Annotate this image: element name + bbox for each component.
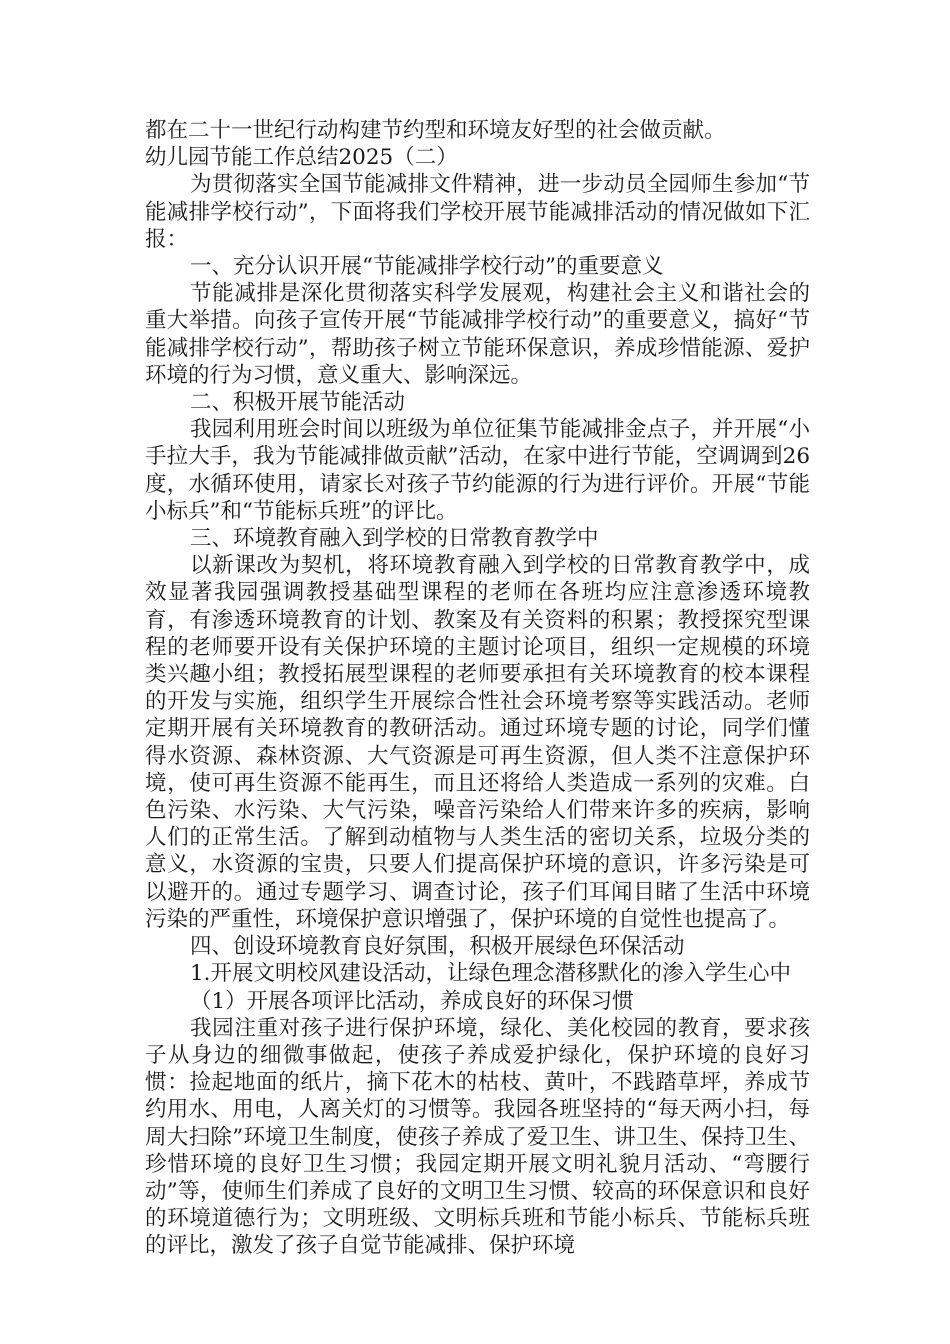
subheading-1: 1.开展文明校风建设活动，让绿色理念潜移默化的渗入学生心中: [190, 961, 792, 987]
paragraph: 节能减排是深化贯彻落实科学发展观，构建社会主义和谐社会的重大举措。向孩子宣传开展“节能减排学校行动”的重要意义，搞好“节能减排学校行动”，帮助孩子树立节能环保意识，养成珍惜能源、爱护环境的行为习惯，意义重大、影响深远。: [145, 281, 810, 388]
heading-2: 二、积极开展节能活动: [190, 390, 406, 416]
paragraph: 我园注重对孩子进行保护环境，绿化、美化校园的教育，要求孩子从身边的细微事做起，使孩子养成爱护绿化，保护环境的良好习惯：捡起地面的纸片，摘下花木的枯枝、黄叶，不践踏草坪，养成节约用水、用电，人离关灯的习惯等。我园各班坚持的“每天两小扫，每周大扫除”环境卫生制度，使孩子养成了爱卫生、讲卫生、保持卫生、珍惜环境的良好卫生习惯；我园定期开展文明礼貌月活动、“弯腰行动”等，使师生们养成了良好的文明卫生习惯、较高的环保意识和良好的环境道德行为；文明班级、文明标兵班和节能小标兵、节能标兵班的评比，激发了孩子自觉节能减排、保护环境: [145, 1015, 810, 1259]
heading-3: 三、环境教育融入到学校的日常教育教学中: [190, 526, 599, 552]
paragraph-continuation: 都在二十一世纪行动构建节约型和环境友好型的社会做贡献。: [145, 118, 726, 143]
subheading-1-1: （1）开展各项评比活动，养成良好的环保习惯: [190, 988, 634, 1014]
document-page: [145, 117, 810, 1260]
paragraph: 以新课改为契机，将环境教育融入到学校的日常教育教学中，成效显著我园强调教授基础型课程的老师在各班均应注意渗透环境教育，有渗透环境教育的计划、教案及有关资料的积累；教授探究型课程的老师要开设有关保护环境的主题讨论项目，组织一定规模的环境类兴趣小组；教授拓展型课程的老师要承担有关环境教育的校本课程的开发与实施，组织学生开展综合性社会环境考察等实践活动。老师定期开展有关环境教育的教研活动。通过环境专题的讨论，同学们懂得水资源、森林资源、大气资源是可再生资源，但人类不注意保护环境，使可再生资源不能再生，而且还将给人类造成一系列的灾难。白色污染、水污染、大气污染，噪音污染给人们带来许多的疾病，影响人们的正常生活。了解到动植物与人类生活的密切关系，垃圾分类的意义，水资源的宝贵，只要人们提高保护环境的意识，许多污染是可以避开的。通过专题学习、调查讨论，孩子们耳闻目睹了生活中环境污染的严重性，环境保护意识增强了，保护环境的自觉性也提高了。: [145, 553, 810, 932]
heading-1: 一、充分认识开展“节能减排学校行动”的重要意义: [190, 254, 664, 280]
section-title: 幼儿园节能工作总结2025（二）: [145, 145, 458, 171]
paragraph: 我园利用班会时间以班级为单位征集节能减排金点子，并开展“小手拉大手，我为节能减排做贡献”活动，在家中进行节能，空调调到26度，水循环使用，请家长对孩子节约能源的行为进行评价。开展“节能小标兵”和“节能标兵班”的评比。: [145, 417, 810, 524]
heading-4: 四、创设环境教育良好氛围，积极开展绿色环保活动: [190, 934, 685, 960]
paragraph-intro: 为贯彻落实全国节能减排文件精神，进一步动员全园师生参加“节能减排学校行动”，下面将我们学校开展节能减排活动的情况做如下汇报：: [145, 172, 810, 252]
